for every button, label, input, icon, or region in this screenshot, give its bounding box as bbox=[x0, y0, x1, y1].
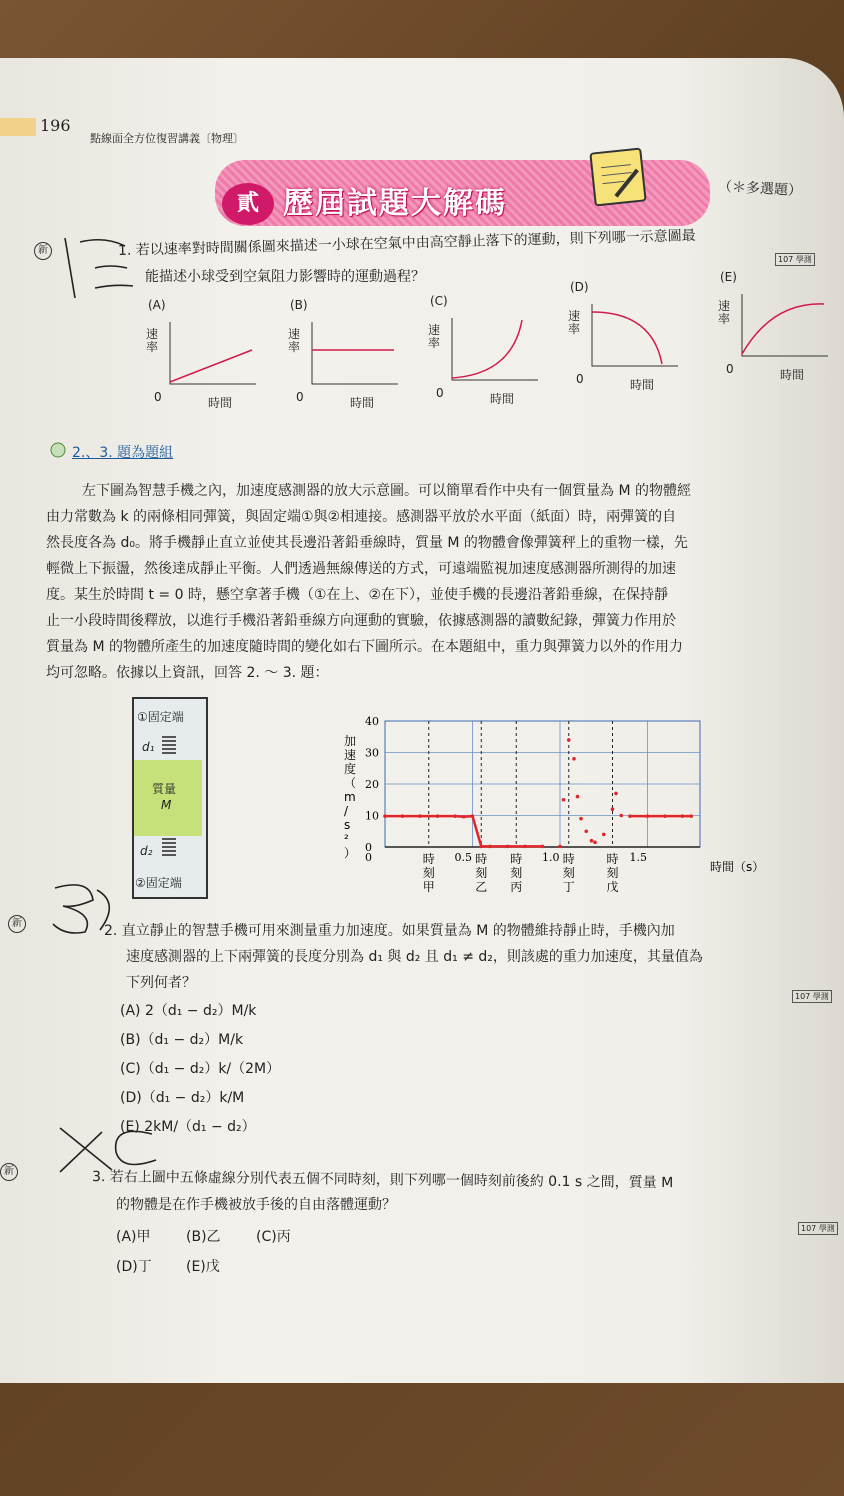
moment-label-char: 戊 bbox=[606, 880, 619, 894]
page-number: 196 bbox=[40, 116, 71, 135]
data-point bbox=[614, 792, 618, 796]
data-point bbox=[602, 833, 606, 837]
moment-label-char: 刻 bbox=[510, 866, 523, 880]
q1-option-letter: (A) bbox=[148, 298, 166, 312]
passage-line: 由力常數為 k 的兩條相同彈簧，與固定端①與②相連接。感測器平放於水平面（紙面）時，兩彈簧的自 bbox=[46, 509, 677, 525]
data-point bbox=[619, 814, 623, 818]
y-tick-label: 20 bbox=[365, 778, 379, 791]
moment-label-char: 刻 bbox=[475, 866, 488, 880]
x-tick-label: 0 bbox=[365, 851, 372, 864]
y-tick-label: 0 bbox=[365, 841, 372, 854]
q3-option: (D)丁 bbox=[116, 1259, 152, 1275]
graph-axes bbox=[312, 322, 398, 384]
graph-curve bbox=[452, 320, 522, 378]
passage-line: 然長度各為 d₀。將手機靜止直立並使其長邊沿著鉛垂線時，質量 M 的物體會像彈簧秤上的重物一樣，先 bbox=[46, 535, 688, 551]
moment-label-char: 時 bbox=[562, 852, 575, 866]
graph-axes bbox=[452, 318, 538, 380]
q3-option: (A)甲 bbox=[116, 1229, 151, 1245]
d2-label: d₂ bbox=[140, 844, 153, 858]
y-axis-label-char: / bbox=[344, 804, 349, 818]
book-title: 點線面全方位復習講義〔物理〕 bbox=[90, 132, 244, 145]
q2-option: (B)（d₁ − d₂）M/k bbox=[120, 1032, 244, 1048]
passage-line: 止一小段時間後釋放，以進行手機沿著鉛垂線方向運動的實驗，依據感測器的讀數紀錄，彈簧力作用於 bbox=[46, 613, 676, 629]
q1-option-letter: (D) bbox=[570, 280, 589, 294]
graph-curve bbox=[170, 350, 252, 382]
acceleration-chart bbox=[330, 705, 770, 915]
graph-axes bbox=[742, 294, 828, 356]
q1-origin: 0 bbox=[154, 390, 162, 404]
moment-label-char: 時 bbox=[475, 852, 488, 866]
data-point bbox=[576, 795, 580, 799]
q1-ylabel: 速率 bbox=[428, 323, 441, 350]
section-number: 貳 bbox=[222, 183, 274, 225]
y-axis-label-char: s bbox=[344, 818, 351, 832]
passage-line: 質量為 M 的物體所產生的加速度隨時間的變化如右下圖所示。在本題組中，重力與彈簧力以外的作用力 bbox=[46, 639, 683, 655]
group-heading: 2.、3. 題為題組 bbox=[72, 445, 174, 461]
moment-label-char: 刻 bbox=[562, 866, 575, 880]
q1-ylabel: 速率 bbox=[288, 327, 301, 354]
data-line bbox=[385, 816, 691, 846]
data-point bbox=[567, 738, 571, 742]
header-bar bbox=[0, 118, 36, 136]
passage-line: 度。某生於時間 t = 0 時，懸空拿著手機（①在上、②在下），並使手機的長邊沿著鉛垂線，在保持靜 bbox=[46, 587, 669, 603]
pencil-icon bbox=[592, 150, 645, 205]
y-axis-label-char: m bbox=[344, 790, 356, 804]
q1-option-graph bbox=[160, 320, 260, 390]
q2-option: (A) 2（d₁ − d₂）M/k bbox=[120, 1003, 257, 1019]
y-axis-label-char: 速 bbox=[344, 748, 357, 762]
y-tick-label: 10 bbox=[365, 809, 379, 823]
passage-line: 均可忽略。依據以上資訊，回答 2. ～ 3. 題： bbox=[46, 665, 329, 681]
y-tick-label: 30 bbox=[365, 746, 379, 760]
lower-spring bbox=[162, 838, 176, 858]
passage-line: 左下圖為智慧手機之內，加速度感測器的放大示意圖。可以簡單看作中央有一個質量為 M 的物體經 bbox=[82, 483, 691, 499]
fixed-end-bottom: ②固定端 bbox=[135, 876, 182, 890]
q1-ylabel: 速率 bbox=[568, 309, 581, 336]
q1-option-graph bbox=[732, 292, 832, 362]
data-point bbox=[593, 840, 597, 844]
x-tick-label: 1.5 bbox=[629, 851, 647, 864]
q1-option-letter: (C) bbox=[430, 294, 448, 308]
moment-label-char: 時 bbox=[422, 852, 435, 866]
q1-origin: 0 bbox=[576, 372, 584, 386]
new-badge: 新 bbox=[34, 242, 52, 260]
x-axis-label: 時間（s） bbox=[710, 860, 765, 874]
q1-origin: 0 bbox=[726, 362, 734, 376]
section-title: 歷屆試題大解碼 bbox=[283, 186, 507, 221]
exam-tag: 107 學測 bbox=[775, 253, 815, 266]
exam-tag: 107 學測 bbox=[792, 990, 832, 1003]
multi-choice-note: （＊多選題） bbox=[717, 178, 803, 200]
d1-label: d₁ bbox=[142, 740, 155, 754]
y-axis-label-char: （ bbox=[344, 776, 357, 790]
q1-option-graph bbox=[582, 302, 682, 372]
y-axis-label-char: 加 bbox=[344, 734, 357, 748]
new-badge: 新 bbox=[8, 915, 26, 933]
q2-line3: 下列何者？ bbox=[126, 975, 196, 991]
q1-option-letter: (E) bbox=[720, 270, 737, 284]
upper-spring bbox=[162, 736, 176, 756]
q1-origin: 0 bbox=[436, 386, 444, 400]
q3-option: (E)戊 bbox=[186, 1259, 220, 1275]
data-point bbox=[579, 817, 583, 821]
q1-option-graph bbox=[442, 316, 542, 386]
mass-symbol: M bbox=[161, 798, 172, 812]
y-tick-label: 40 bbox=[365, 715, 379, 728]
graph-curve bbox=[592, 312, 662, 364]
data-point bbox=[558, 845, 562, 849]
q3-option: (B)乙 bbox=[186, 1229, 221, 1245]
q1-ylabel: 速率 bbox=[146, 327, 159, 354]
moment-label-char: 丙 bbox=[510, 880, 523, 894]
q2-option: (C)（d₁ − d₂）k/（2M） bbox=[120, 1061, 281, 1077]
data-point bbox=[611, 807, 615, 811]
moment-label-char: 時 bbox=[606, 852, 619, 866]
q1-xlabel: 時間 bbox=[780, 368, 805, 382]
moment-label-char: 丁 bbox=[562, 880, 575, 894]
q1-option-graph bbox=[302, 320, 402, 390]
data-point bbox=[590, 839, 594, 843]
q1-xlabel: 時間 bbox=[490, 392, 515, 406]
x-tick-label: 1.0 bbox=[542, 851, 560, 864]
moment-label-char: 時 bbox=[510, 852, 523, 866]
data-point bbox=[584, 829, 588, 833]
q1-option-letter: (B) bbox=[290, 298, 308, 312]
moment-label-char: 乙 bbox=[475, 880, 488, 894]
y-axis-label-char: ） bbox=[344, 846, 357, 860]
y-axis-label-char: 度 bbox=[344, 762, 357, 776]
mass-label: 質量 bbox=[152, 782, 177, 796]
bulb-icon bbox=[48, 442, 68, 462]
q2-option: (E) 2kM/（d₁ − d₂） bbox=[120, 1119, 256, 1135]
data-point bbox=[562, 798, 566, 802]
graph-curve bbox=[742, 304, 824, 354]
new-badge: 新 bbox=[0, 1163, 18, 1181]
data-point bbox=[572, 757, 576, 761]
notepad-icon bbox=[589, 147, 646, 206]
q2-option: (D)（d₁ − d₂）k/M bbox=[120, 1090, 245, 1106]
fixed-end-top: ①固定端 bbox=[137, 710, 184, 724]
exam-tag: 107 學測 bbox=[798, 1222, 838, 1235]
q1-line1: 1. 若以速率對時間關係圖來描述一小球在空氣中由高空靜止落下的運動，則下列哪一示意圖最 bbox=[117, 227, 696, 259]
passage-line: 輕微上下振盪，然後達成靜止平衡。人們透過無線傳送的方式，可遠端監視加速度感測器所測得的加速 bbox=[46, 561, 676, 577]
y-axis-label-char: ² bbox=[344, 832, 349, 846]
q3-line1: 3. 若右上圖中五條虛線分別代表五個不同時刻，則下列哪一個時刻前後約 0.1 s 之間，質量 M bbox=[91, 1169, 674, 1192]
handwritten-mark bbox=[55, 228, 135, 308]
moment-label-char: 刻 bbox=[606, 866, 619, 880]
q2-line2: 速度感測器的上下兩彈簧的長度分別為 d₁ 與 d₂ 且 d₁ ≠ d₂，則該處的重力加速度，其量值為 bbox=[126, 949, 703, 965]
q3-line2: 的物體是在作手機被放手後的自由落體運動？ bbox=[116, 1197, 396, 1213]
x-tick-label: 0.5 bbox=[454, 851, 472, 864]
moment-label-char: 刻 bbox=[422, 866, 435, 880]
q1-origin: 0 bbox=[296, 390, 304, 404]
q1-xlabel: 時間 bbox=[630, 378, 655, 392]
q1-xlabel: 時間 bbox=[208, 396, 233, 410]
q1-ylabel: 速率 bbox=[718, 299, 731, 326]
q1-xlabel: 時間 bbox=[350, 396, 375, 410]
moment-label-char: 甲 bbox=[422, 880, 435, 894]
q3-option: (C)丙 bbox=[256, 1229, 291, 1245]
q1-line2: 能描述小球受到空氣阻力影響時的運動過程？ bbox=[145, 269, 425, 285]
q2-line1: 2. 直立靜止的智慧手機可用來測量重力加速度。如果質量為 M 的物體維持靜止時，手機內加 bbox=[104, 923, 675, 939]
